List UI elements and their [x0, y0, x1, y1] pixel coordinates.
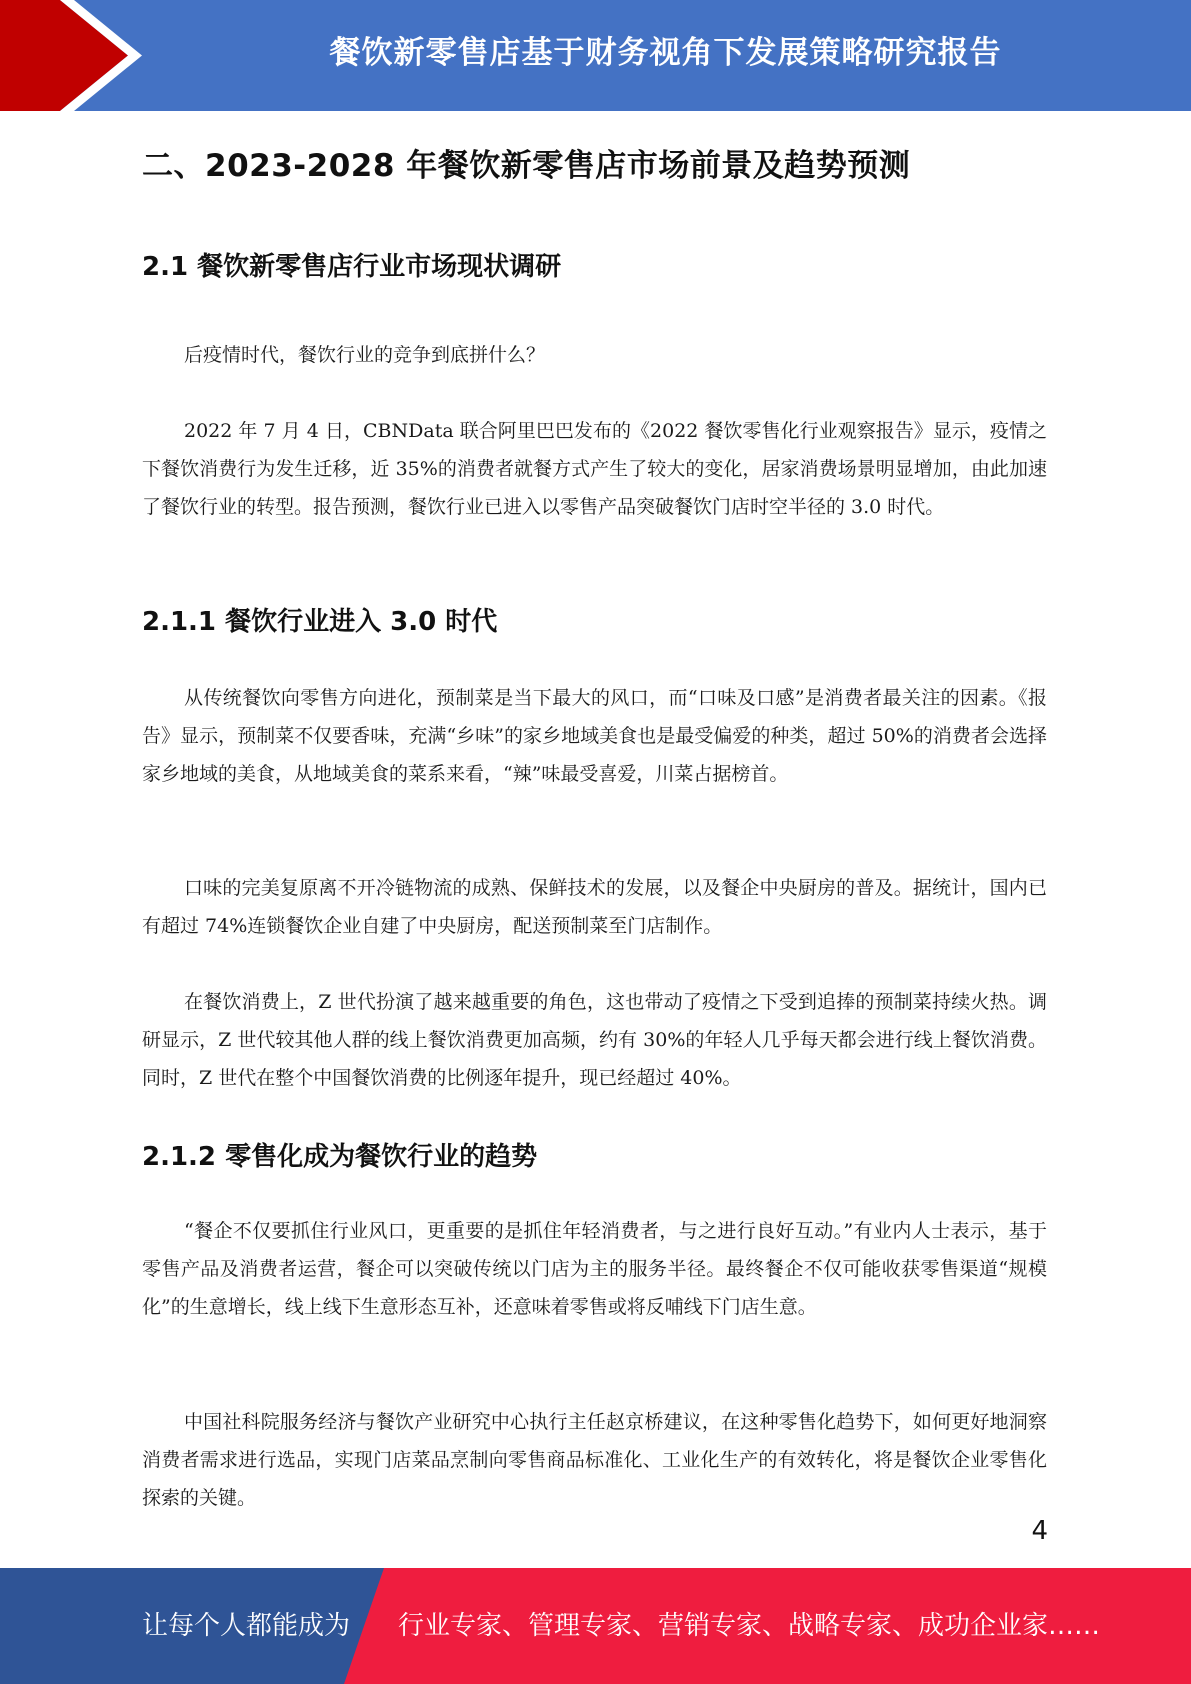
paragraph: “餐企不仅要抓住行业风口，更重要的是抓住年轻消费者，与之进行良好互动。”有业内人士表示，基于零售产品及消费者运营，餐企可以突破传统以门店为主的服务半径。最终餐企不仅可能收获零售渠道“规模化”的生意增长，线上线下生意形态互补，还意味着零售或将反哺线下门店生意。 [142, 1220, 1047, 1318]
paragraph: 中国社科院服务经济与餐饮产业研究中心执行主任赵京桥建议，在这种零售化趋势下，如何更好地洞察消费者需求进行选品，实现门店菜品烹制向零售商品标准化、工业化生产的有效转化，将是餐饮企业零售化探索的关键。 [142, 1411, 1047, 1509]
chevron-arrow-icon [0, 0, 160, 111]
section-heading: 二、2023-2028 年餐饮新零售店市场前景及趋势预测 [142, 148, 911, 184]
paragraph: 从传统餐饮向零售方向进化，预制菜是当下最大的风口，而“口味及口感”是消费者最关注的因素。《报告》显示，预制菜不仅要香味，充满“乡味”的家乡地域美食也是最受偏爱的种类，超过 50%的消费者会选择家乡地域的美食，从地域美食的菜系来看，“辣”味最受喜爱，川菜占据榜首。 [142, 687, 1047, 785]
footer-banner [0, 1568, 1191, 1684]
subsection-heading-2-1: 2.1 餐饮新零售店行业市场现状调研 [142, 252, 562, 282]
report-title: 餐饮新零售店基于财务视角下发展策略研究报告 [329, 35, 1002, 71]
footer-slogan-left: 让每个人都能成为 [142, 1611, 351, 1641]
paragraph: 2022 年 7 月 4 日，CBNData 联合阿里巴巴发布的《2022 餐饮零售化行业观察报告》显示，疫情之下餐饮消费行为发生迁移，近 35%的消费者就餐方式产生了较大的变化，居家消费场景明显增加，由此加速了餐饮行业的转型。报告预测，餐饮行业已进入以零售产品突破餐饮门店时空半径的 3.0 时代。 [142, 420, 1047, 518]
subsection-heading-2-1-1: 2.1.1 餐饮行业进入 3.0 时代 [142, 607, 498, 637]
header-banner [0, 0, 1191, 111]
footer-slogan-right: 行业专家、管理专家、营销专家、战略专家、成功企业家…… [398, 1611, 1101, 1641]
paragraph: 后疫情时代，餐饮行业的竞争到底拼什么？ [184, 344, 546, 366]
paragraph: 口味的完美复原离不开冷链物流的成熟、保鲜技术的发展，以及餐企中央厨房的普及。据统计，国内已有超过 74%连锁餐饮企业自建了中央厨房，配送预制菜至门店制作。 [142, 877, 1047, 937]
paragraph: 在餐饮消费上，Z 世代扮演了越来越重要的角色，这也带动了疫情之下受到追捧的预制菜持续火热。调研显示，Z 世代较其他人群的线上餐饮消费更加高频，约有 30%的年轻人几乎每天都会进行线上餐饮消费。同时，Z 世代在整个中国餐饮消费的比例逐年提升，现已经超过 40%。 [142, 991, 1047, 1089]
page-number: 4 [1031, 1516, 1048, 1546]
subsection-heading-2-1-2: 2.1.2 零售化成为餐饮行业的趋势 [142, 1142, 538, 1172]
